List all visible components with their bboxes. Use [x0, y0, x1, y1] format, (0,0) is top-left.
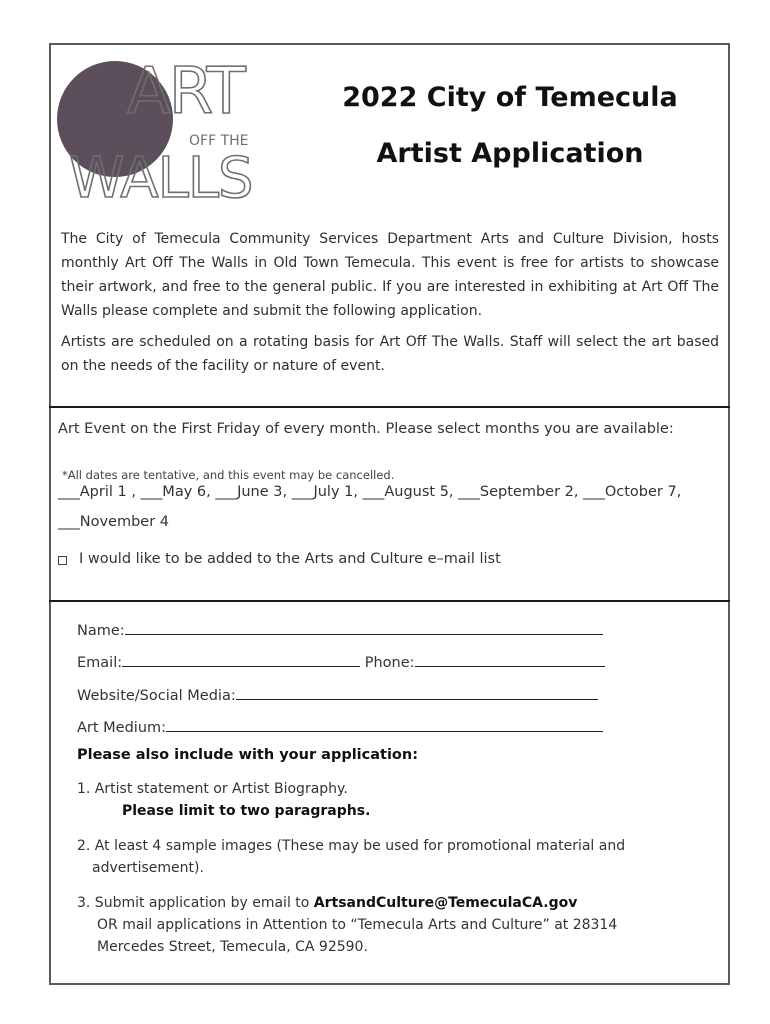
section-divider-2 — [49, 600, 730, 602]
logo-subtitle: OFF THE — [189, 133, 249, 149]
website-input-line[interactable] — [236, 685, 598, 700]
item-3-address: Mercedes Street, Temecula, CA 92590. — [97, 939, 368, 955]
mailing-list-label: I would like to be added to the Arts and Culture e–mail list — [79, 551, 501, 567]
email-input-line[interactable] — [122, 652, 360, 667]
submission-email-link[interactable]: ArtsandCulture@TemeculaCA.gov — [313, 895, 578, 911]
mailing-list-checkbox[interactable] — [58, 556, 67, 565]
logo-letters-top: ART — [127, 55, 244, 129]
medium-input-line[interactable] — [166, 717, 603, 732]
item-3-mail-line: OR mail applications in Attention to “Temecula Arts and Culture” at 28314 — [97, 917, 618, 933]
item-2-text-line-1: 2. At least 4 sample images (These may be used for promotional material and — [77, 838, 626, 854]
item-1-text: 1. Artist statement or Artist Biography. — [77, 781, 348, 797]
page-subtitle: Artist Application — [376, 138, 644, 169]
medium-label: Art Medium: — [77, 720, 167, 736]
logo-letters-bottom: WALLS — [69, 146, 253, 201]
phone-label: Phone: — [364, 655, 415, 671]
include-item-3 — [77, 892, 677, 958]
section-divider — [49, 406, 730, 408]
website-field[interactable] — [77, 685, 598, 704]
art-off-the-walls-logo — [57, 51, 287, 201]
name-field[interactable] — [77, 620, 603, 639]
item-2-text-line-2: advertisement). — [92, 860, 204, 876]
intro-paragraph-2: Artists are scheduled on a rotating basis for Art Off The Walls. Staff will select the art based on the needs of the facility or nature of event. — [61, 334, 719, 374]
website-label: Website/Social Media: — [77, 688, 236, 704]
include-item-2 — [77, 835, 677, 879]
email-phone-row — [77, 652, 605, 671]
phone-input-line[interactable] — [415, 652, 605, 667]
name-label: Name: — [77, 623, 125, 639]
intro-paragraph-1: The City of Temecula Community Services Department Arts and Culture Division, hosts monthly Art Off The Walls in Old Town Temecula. This event is free for artists to showcase their artwork, and free to the general public. If you are interested in exhibiting at Art Off The Walls please complete and submit the following application. — [61, 231, 719, 319]
item-3-prefix: 3. Submit application by email to — [77, 895, 314, 911]
email-label: Email: — [77, 655, 123, 671]
include-item-1 — [77, 778, 677, 822]
name-input-line[interactable] — [125, 620, 603, 635]
page-title: 2022 City of Temecula — [342, 82, 678, 113]
schedule-note: *All dates are tentative, and this event may be cancelled. — [62, 468, 395, 482]
schedule-heading: Art Event on the First Friday of every month. Please select months you are available: — [58, 421, 674, 437]
medium-field[interactable] — [77, 717, 603, 736]
available-dates-line-2[interactable]: ___November 4 — [58, 514, 170, 530]
include-heading: Please also include with your application: — [77, 747, 419, 763]
item-1-note: Please limit to two paragraphs. — [122, 803, 371, 819]
available-dates-line-1[interactable]: ___April 1 , ___May 6, ___June 3, ___July 1, ___August 5, ___September 2, ___October 7, — [58, 484, 682, 500]
